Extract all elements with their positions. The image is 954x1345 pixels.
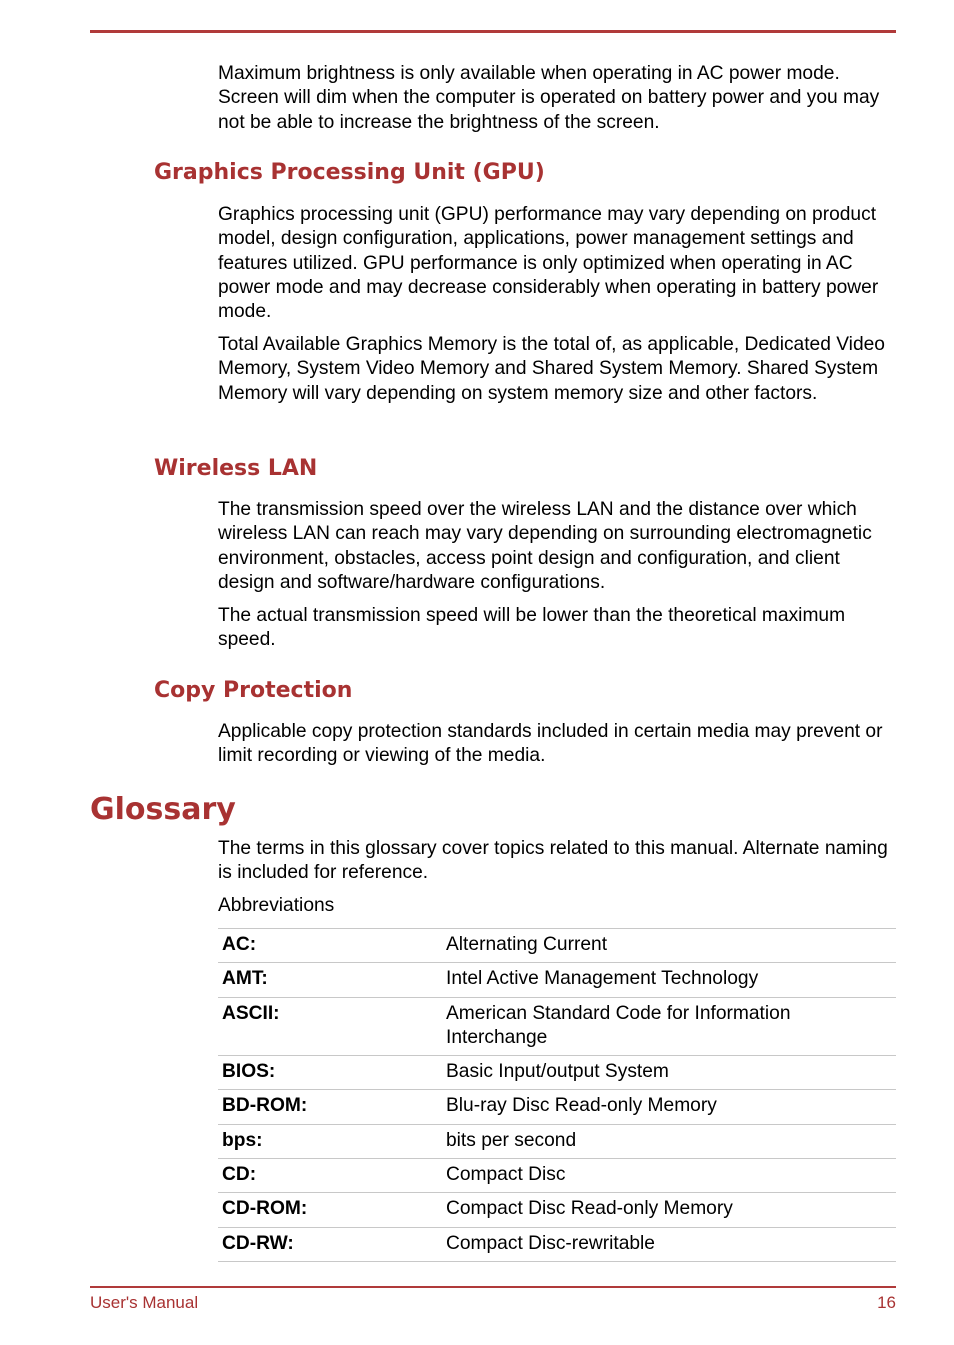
abbreviations-table bbox=[218, 928, 896, 1262]
abbreviation-definition: bits per second bbox=[442, 1124, 896, 1158]
abbreviation-definition: Basic Input/output System bbox=[442, 1056, 896, 1090]
copy-protection-paragraph: Applicable copy protection standards included in certain media may prevent or limit recording or viewing of the media. bbox=[218, 721, 883, 767]
abbreviation-definition: Alternating Current bbox=[442, 929, 896, 963]
wireless-paragraph-1: The transmission speed over the wireless LAN and the distance over which wireless LAN can reach may vary depending on surrounding electromagnetic environment, obstacles, access point design and configuration, and client design and software/hardware configurations. bbox=[218, 499, 872, 593]
abbreviation-term: CD: bbox=[218, 1159, 442, 1193]
abbreviation-definition: Compact Disc Read-only Memory bbox=[442, 1193, 896, 1227]
abbreviation-term: ASCII: bbox=[218, 997, 442, 1056]
abbreviation-definition: Blu-ray Disc Read-only Memory bbox=[442, 1090, 896, 1124]
header-rule bbox=[90, 30, 896, 33]
table-row bbox=[218, 1193, 896, 1227]
abbreviation-term: CD-ROM: bbox=[218, 1193, 442, 1227]
abbreviation-term: CD-RW: bbox=[218, 1227, 442, 1261]
brightness-note: Maximum brightness is only available when operating in AC power mode. Screen will dim when the computer is operated on battery power and you may not be able to increase the brightness of the screen. bbox=[218, 63, 880, 133]
footer-rule bbox=[90, 1286, 896, 1288]
table-row bbox=[218, 1227, 896, 1261]
footer-manual-title: User's Manual bbox=[90, 1293, 199, 1312]
table-row bbox=[218, 1090, 896, 1124]
wireless-lan-heading: Wireless LAN bbox=[154, 456, 318, 481]
abbreviations-label: Abbreviations bbox=[218, 895, 335, 916]
table-row bbox=[218, 1056, 896, 1090]
abbreviation-term: AMT: bbox=[218, 963, 442, 997]
abbreviation-definition: Compact Disc bbox=[442, 1159, 896, 1193]
abbreviation-definition: American Standard Code for Information Interchange bbox=[442, 997, 896, 1056]
glossary-heading: Glossary bbox=[90, 792, 236, 827]
gpu-paragraph-1: Graphics processing unit (GPU) performance may vary depending on product model, design configuration, applications, power management settings and features utilized. GPU performance is only optimized when operating in AC power mode and may decrease considerably when operating in battery power mode. bbox=[218, 204, 879, 323]
abbreviation-definition: Intel Active Management Technology bbox=[442, 963, 896, 997]
gpu-heading: Graphics Processing Unit (GPU) bbox=[154, 160, 545, 185]
abbreviation-term: bps: bbox=[218, 1124, 442, 1158]
gpu-paragraph-2: Total Available Graphics Memory is the total of, as applicable, Dedicated Video Memory, System Video Memory and Shared System Memory. Shared System Memory will vary depending on system memory size and other factors. bbox=[218, 334, 885, 404]
abbreviation-term: BIOS: bbox=[218, 1056, 442, 1090]
table-row bbox=[218, 1159, 896, 1193]
table-row bbox=[218, 997, 896, 1056]
copy-protection-heading: Copy Protection bbox=[154, 678, 353, 703]
glossary-intro: The terms in this glossary cover topics related to this manual. Alternate naming is included for reference. bbox=[218, 838, 888, 884]
abbreviation-term: BD-ROM: bbox=[218, 1090, 442, 1124]
table-row bbox=[218, 1124, 896, 1158]
abbreviation-term: AC: bbox=[218, 929, 442, 963]
abbreviation-definition: Compact Disc-rewritable bbox=[442, 1227, 896, 1261]
table-row bbox=[218, 963, 896, 997]
footer-page-number: 16 bbox=[877, 1293, 896, 1312]
wireless-paragraph-2: The actual transmission speed will be lower than the theoretical maximum speed. bbox=[218, 605, 846, 651]
table-row bbox=[218, 929, 896, 963]
